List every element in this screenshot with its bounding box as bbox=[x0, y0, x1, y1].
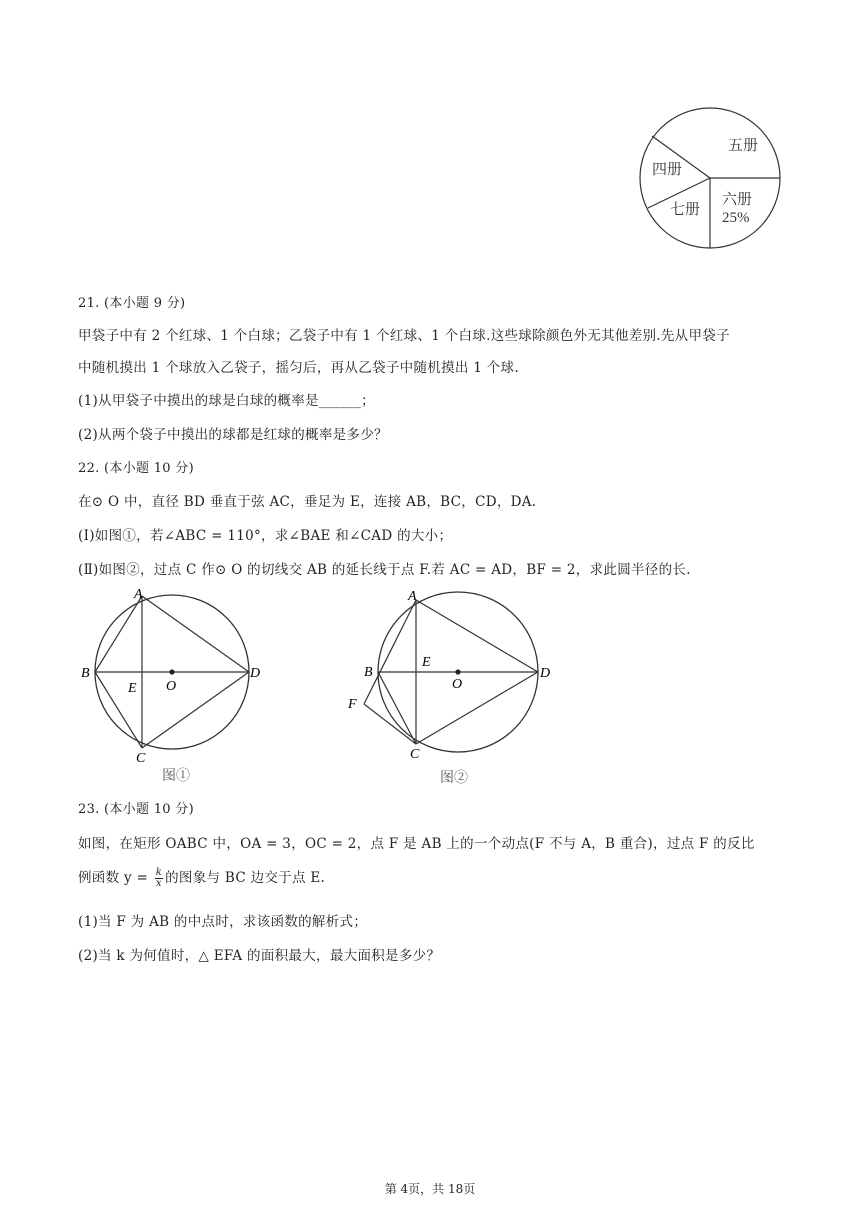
pie-chart bbox=[636, 104, 786, 252]
pie-label-7: 七册 bbox=[670, 202, 701, 218]
q22-part2: (Ⅱ)如图②，过点 C 作⊙ O 的切线交 AB 的延长线于点 F.若 AC = AD，BF = 2，求此圆半径的长. bbox=[78, 562, 691, 578]
pie-label-4: 四册 bbox=[652, 162, 683, 178]
frac-denominator: x bbox=[155, 878, 162, 889]
q21-part1: (1)从甲袋子中摸出的球是白球的概率是______； bbox=[78, 393, 375, 409]
q23-line2 bbox=[78, 866, 325, 889]
fig2-label-E: E bbox=[422, 655, 431, 670]
fig2-label-A: A bbox=[408, 589, 417, 604]
fig2-label-D: D bbox=[540, 666, 551, 681]
pie-label-5: 五册 bbox=[728, 138, 759, 154]
q22-line1: 在⊙ O 中，直径 BD 垂直于弦 AC，垂足为 E，连接 AB，BC，CD，DA. bbox=[78, 494, 537, 510]
q22-part1: (Ⅰ)如图①，若∠ABC = 110°，求∠BAE 和∠CAD 的大小； bbox=[78, 528, 453, 544]
page-footer: 第 4页，共 18页 bbox=[384, 1182, 476, 1196]
q23-line2-pre: 例函数 y = bbox=[78, 870, 149, 886]
q21-part2: (2)从两个袋子中摸出的球都是红球的概率是多少？ bbox=[78, 427, 388, 443]
fig2-label-B: B bbox=[364, 665, 373, 680]
q21-head: 21. (本小题 9 分) bbox=[78, 296, 186, 311]
q21-line1: 甲袋子中有 2 个红球、1 个白球；乙袋子中有 1 个红球、1 个白球.这些球除颜色外无其他差别.先从甲袋子 bbox=[78, 328, 730, 344]
fig2-caption: 图② bbox=[440, 771, 468, 786]
q23-part2: (2)当 k 为何值时，△ EFA 的面积最大，最大面积是多少？ bbox=[78, 948, 441, 964]
fig1-caption: 图① bbox=[162, 769, 190, 784]
fraction-k-over-x bbox=[155, 868, 163, 889]
figure-1 bbox=[78, 584, 268, 784]
fig1-label-A: A bbox=[134, 587, 143, 602]
fig1-label-O: O bbox=[166, 679, 177, 694]
figure-2 bbox=[340, 584, 560, 790]
frac-numerator: k bbox=[155, 867, 163, 878]
fig1-label-D: D bbox=[250, 666, 261, 681]
pie-label-6: 六册 bbox=[722, 192, 753, 208]
fig1-label-B: B bbox=[81, 666, 90, 681]
q23-line2-post: 的图象与 BC 边交于点 E. bbox=[165, 870, 326, 886]
q21-line2: 中随机摸出 1 个球放入乙袋子，摇匀后，再从乙袋子中随机摸出 1 个球. bbox=[78, 360, 519, 376]
q23-head: 23. (本小题 10 分) bbox=[78, 802, 194, 817]
fig2-label-O: O bbox=[452, 677, 463, 692]
fig1-label-C: C bbox=[136, 751, 146, 766]
fig2-label-C: C bbox=[410, 747, 420, 762]
fig1-label-E: E bbox=[128, 681, 137, 696]
pie-label-6-percent: 25% bbox=[722, 210, 750, 226]
fig2-label-F: F bbox=[348, 697, 357, 712]
q23-line1: 如图，在矩形 OABC 中，OA = 3，OC = 2，点 F 是 AB 上的一个动点(F 不与 A，B 重合)，过点 F 的反比 bbox=[78, 836, 755, 852]
q23-part1: (1)当 F 为 AB 的中点时，求该函数的解析式； bbox=[78, 914, 368, 930]
q22-head: 22. (本小题 10 分) bbox=[78, 461, 194, 476]
